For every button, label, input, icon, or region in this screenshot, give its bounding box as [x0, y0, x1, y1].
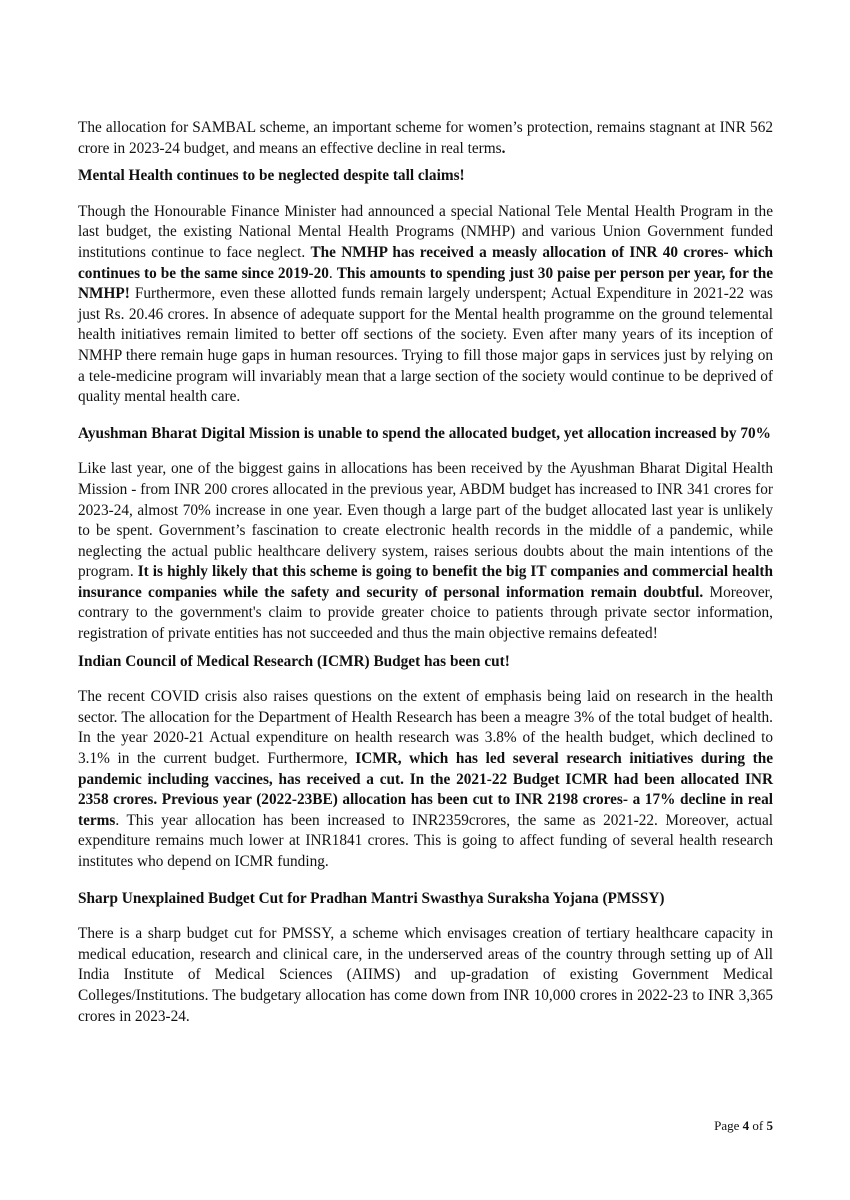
pmssy-heading: Sharp Unexplained Budget Cut for Pradhan Mantri Swasthya Suraksha Yojana (PMSSY) — [78, 889, 665, 907]
pmssy-paragraph — [78, 924, 773, 1027]
document-page — [78, 118, 773, 1027]
mental-health-paragraph — [78, 202, 773, 408]
page-of: of — [749, 1118, 767, 1133]
page-total: 5 — [766, 1118, 773, 1133]
pmssy-text-1: There is a sharp budget cut for PMSSY, a scheme which envisages creation of tertiary healthcare capacity in medical education, research and clinical care, in the underserved areas of the country through setting up of All India Institute of Medical Sciences (AIIMS) and up-gradation of existing Government Medical Colleges/Institutions. The budgetary allocation has come down from INR 10,000 crores in 2022-23 to INR 3,365 crores in 2023-24. — [78, 925, 773, 1025]
mental-health-text-3: Furthermore, even these allotted funds remain largely underspent; Actual Expenditure in 2021-22 was just Rs. 20.46 crores. In absence of adequate support for the Mental health programme on the ground telemental health initiatives remain limited to better off sections of the society. Even after many years of its inception of NMHP there remain huge gaps in human resources. Trying to fill those major gaps in services just by relying on a tele-medicine program will invariably mean that a large section of the society would continue to be deprived of quality mental health care. — [78, 285, 773, 406]
abdm-text-2: Moreover, contrary to the government's claim to provide greater choice to patients through private sector information, registration of private entities has not succeeded and thus the main objective remains defeated! — [78, 583, 773, 643]
page-word: Page — [714, 1118, 743, 1133]
page-number — [714, 1118, 773, 1134]
page-current: 4 — [742, 1118, 750, 1133]
abdm-text-1: Like last year, one of the biggest gains in allocations has been received by the Ayushman Bharat Digital Health Mission - from INR 200 crores allocated in the previous year, ABDM budget has increased to INR 341 crores for 2023-24, almost 70% increase in one year. Even though a large part of the budget allocated last year is unlikely to be spent. Government’s fascination to create electronic health records in the middle of a pandemic, while neglecting the actual public healthcare delivery system, raises serious doubts about the main intentions of the program. — [78, 460, 773, 581]
mental-health-text-1: Though the Honourable Finance Minister had announced a special National Tele Mental Health Program in the last budget, the existing National Mental Health Programs (NMHP) and various Union Government funded institutions continue to face neglect. — [78, 202, 773, 261]
icmr-paragraph — [78, 687, 773, 872]
mental-health-heading: Mental Health continues to be neglected despite tall claims! — [78, 167, 465, 185]
mental-health-bold-2: This amounts to spending just 30 paise per person per year, for the NMHP! — [78, 264, 773, 303]
mental-health-text-2: . — [328, 264, 337, 282]
sambal-text-end: . — [501, 139, 506, 157]
icmr-heading: Indian Council of Medical Research (ICMR) Budget has been cut! — [78, 652, 510, 670]
abdm-heading: Ayushman Bharat Digital Mission is unable to spend the allocated budget, yet allocation increased by 70% — [78, 424, 771, 442]
sambal-text: The allocation for SAMBAL scheme, an important scheme for women’s protection, remains stagnant at INR 562 crore in 2023-24 budget, and means an effective decline in real terms — [78, 119, 773, 157]
mental-health-bold-1: The NMHP has received a measly allocation of INR 40 crores- which continues to be the same since 2019-20 — [78, 243, 773, 282]
icmr-text-1: The recent COVID crisis also raises questions on the extent of emphasis being laid on research in the health sector. The allocation for the Department of Health Research has been a meagre 3% of the total budget of health. In the year 2020-21 Actual expenditure on health research was 3.8% of the health budget, which declined to 3.1% in the current budget. Furthermore, — [78, 688, 773, 768]
icmr-bold-1: ICMR, which has led several research initiatives during the pandemic including vaccines, has received a cut. In the 2021-22 Budget ICMR had been allocated INR 2358 crores. Previous year (2022-23BE) allocation has been cut to INR 2198 crores- a 17% decline in real terms — [78, 750, 774, 829]
sambal-paragraph — [78, 118, 773, 159]
abdm-bold-1: It is highly likely that this scheme is going to benefit the big IT companies and commercial health insurance companies while the safety and security of personal information remain doubtful. — [78, 563, 773, 601]
abdm-paragraph — [78, 459, 773, 644]
icmr-text-2: . This year allocation has been increased to INR2359crores, the same as 2021-22. Moreover, actual expenditure remains much lower at INR1841 crores. This is going to affect funding of several health research institutes who depend on ICMR funding. — [78, 811, 773, 870]
